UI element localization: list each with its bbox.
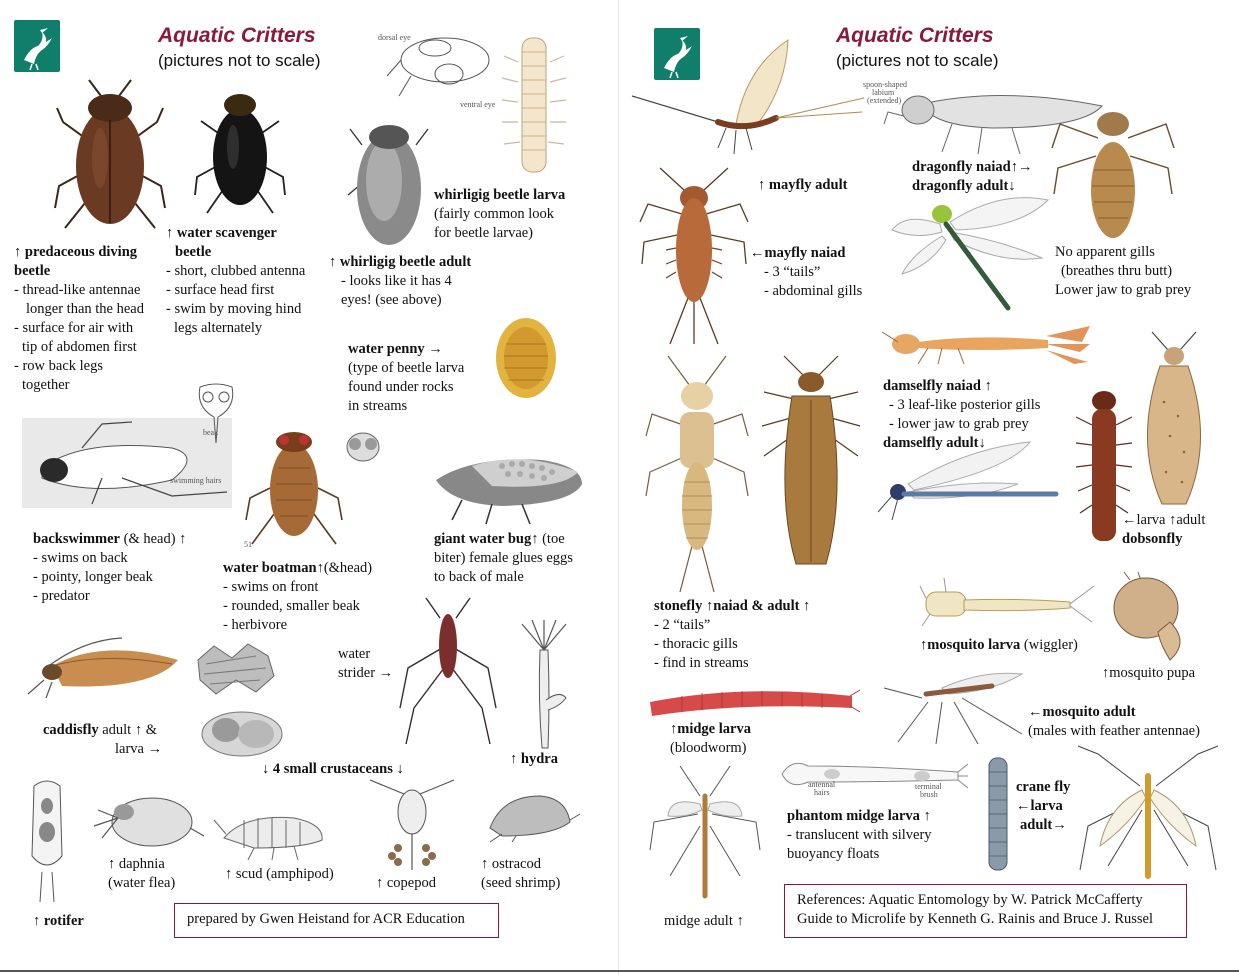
figure-number-label: 51 xyxy=(244,540,252,549)
ostracod-label: ↑ ostracod (seed shrimp) xyxy=(481,856,561,891)
ventral-eye-label: ventral eye xyxy=(460,100,496,109)
stonefly-label: stonefly ↑naiad & adult ↑ - 2 “tails” - thoracic gills - find in streams xyxy=(654,598,811,671)
midge-adult-illustration xyxy=(650,766,760,902)
daphnia-illustration xyxy=(92,792,204,850)
references-box: References: Aquatic Entomology by W. Patrick McCafferty Guide to Microlife by Kenneth G. Rainis and Bruce J. Russel xyxy=(784,884,1187,938)
mayfly-naiad-label: ←mayfly naiad - 3 “tails” - abdominal gills xyxy=(750,245,863,299)
bottom-rule xyxy=(0,970,1239,972)
mosquito-adult-illustration xyxy=(882,662,1024,744)
water-boatman-head-illustration xyxy=(346,430,380,464)
midge-adult-label: midge adult ↑ xyxy=(664,913,744,929)
page-title: Aquatic Critters xyxy=(836,24,994,47)
whirligig-beetle-adult-illustration xyxy=(348,115,430,250)
water-penny-label: water penny → (type of beetle larva found under rocks in streams xyxy=(348,341,465,414)
labium-label-3: (extended) xyxy=(867,96,902,105)
water-strider-label: water strider → xyxy=(338,646,394,681)
copepod-illustration xyxy=(368,778,456,874)
whirligig-beetle-adult-label: ↑ whirligig beetle adult - looks like it has 4 eyes! (see above) xyxy=(329,254,472,308)
predaceous-diving-beetle-illustration xyxy=(55,78,165,233)
caddisfly-larva-illustration xyxy=(196,704,288,760)
hairs-label: hairs xyxy=(814,788,830,797)
scud-illustration xyxy=(214,808,332,860)
stonefly-naiad-illustration xyxy=(644,356,750,594)
brush-label: brush xyxy=(920,790,938,799)
water-scavenger-beetle-label: ↑ water scavenger beetle - short, clubbed antenna - surface head first - swim by moving hind legs alternately xyxy=(166,225,306,336)
mosquito-larva-label: ↑mosquito larva (wiggler) xyxy=(920,637,1078,653)
caddisfly-label: caddisfly adult ↑ & larva → xyxy=(43,722,163,757)
caddisfly-larva-case-illustration xyxy=(196,640,276,696)
antennal-label: antennal xyxy=(808,780,836,789)
water-penny-illustration xyxy=(494,316,558,400)
dragonfly-naiad-notes: No apparent gills (breathes thru butt) Lower jaw to grab prey xyxy=(1055,244,1192,298)
phantom-midge-larva-label: phantom midge larva ↑ - translucent with silvery buoyancy floats xyxy=(787,808,932,862)
phantom-midge-larva-illustration xyxy=(772,752,968,802)
water-boatman-illustration xyxy=(244,428,344,548)
right-page xyxy=(620,0,1239,975)
hydra-label: ↑ hydra xyxy=(510,751,558,767)
dragonfly-label: dragonfly naiad↑→ dragonfly adult↓ xyxy=(912,159,1033,194)
giant-water-bug-illustration xyxy=(432,446,587,524)
daphnia-label: ↑ daphnia (water flea) xyxy=(108,856,176,891)
mayfly-adult-illustration xyxy=(626,38,866,158)
damselfly-naiad-illustration xyxy=(878,322,1090,366)
egret-logo-icon xyxy=(14,20,60,72)
crane-fly-adult-illustration xyxy=(1078,746,1218,884)
copepod-label: ↑ copepod xyxy=(376,875,436,891)
predaceous-diving-beetle-label: ↑ predaceous diving beetle - thread-like antennae longer than the head - surface for air with tip of abdomen first - row back legs together xyxy=(14,244,144,393)
whirligig-beetle-larva-label: whirligig beetle larva (fairly common look for beetle larvae) xyxy=(434,187,566,241)
mayfly-adult-label: ↑ mayfly adult xyxy=(758,177,848,193)
dorsal-eye-label: dorsal eye xyxy=(378,33,411,42)
mayfly-naiad-illustration xyxy=(640,168,748,344)
hydra-illustration xyxy=(516,620,572,750)
whirligig-beetle-larva-illustration xyxy=(508,32,560,177)
midge-larva-label: ↑midge larva (bloodworm) xyxy=(670,721,751,756)
giant-water-bug-label: giant water bug↑ (toe biter) female glues eggs to back of male xyxy=(434,531,573,585)
beak-label: beak xyxy=(203,428,219,437)
ostracod-illustration xyxy=(482,792,580,842)
mosquito-larva-illustration xyxy=(920,578,1094,628)
small-crustaceans-label: ↓ 4 small crustaceans ↓ xyxy=(262,761,404,777)
crane-fly-label: crane fly ←larva adult→ xyxy=(1016,779,1071,833)
damselfly-label: damselfly naiad ↑ - 3 leaf-like posterior gills - lower jaw to grab prey damselfly adult↓ xyxy=(883,378,1041,451)
water-scavenger-beetle-illustration xyxy=(195,85,285,215)
midge-larva-illustration xyxy=(642,678,862,720)
rotifer-label: ↑ rotifer xyxy=(33,913,84,929)
swimming-hairs-label: swimming hairs xyxy=(170,476,222,485)
backswimmer-label: backswimmer (& head) ↑ - swims on back - pointy, longer beak - predator xyxy=(33,531,187,604)
caddisfly-adult-illustration xyxy=(22,636,182,698)
labium-label-1: spoon-shaped xyxy=(863,80,907,89)
dobsonfly-adult-illustration xyxy=(1134,332,1214,508)
water-strider-illustration xyxy=(400,598,496,744)
mosquito-pupa-label: ↑mosquito pupa xyxy=(1102,665,1196,681)
stonefly-adult-illustration xyxy=(756,356,866,568)
water-boatman-label: water boatman↑(&head) - swims on front - rounded, smaller beak - herbivore xyxy=(223,560,373,633)
dragonfly-naiad-illustration xyxy=(1052,98,1174,244)
terminal-label: terminal xyxy=(915,782,942,791)
crane-fly-larva-illustration xyxy=(986,756,1010,872)
damselfly-adult-illustration xyxy=(858,440,1060,526)
mosquito-pupa-illustration xyxy=(1110,572,1194,662)
page-divider xyxy=(618,0,619,975)
credit-box: prepared by Gwen Heistand for ACR Education xyxy=(174,903,499,938)
left-page xyxy=(0,0,619,975)
dobsonfly-label: ←larva ↑adult dobsonfly xyxy=(1122,512,1206,547)
rotifer-illustration xyxy=(24,776,70,904)
dragonfly-adult-illustration xyxy=(890,184,1050,312)
mosquito-adult-label: ←mosquito adult (males with feather antennae) xyxy=(1028,704,1200,739)
page-subtitle: (pictures not to scale) xyxy=(836,51,999,70)
page-title: Aquatic Critters xyxy=(158,24,316,47)
labium-label-2: labium xyxy=(872,88,895,97)
scud-label: ↑ scud (amphipod) xyxy=(225,866,334,882)
page-subtitle: (pictures not to scale) xyxy=(158,51,321,70)
